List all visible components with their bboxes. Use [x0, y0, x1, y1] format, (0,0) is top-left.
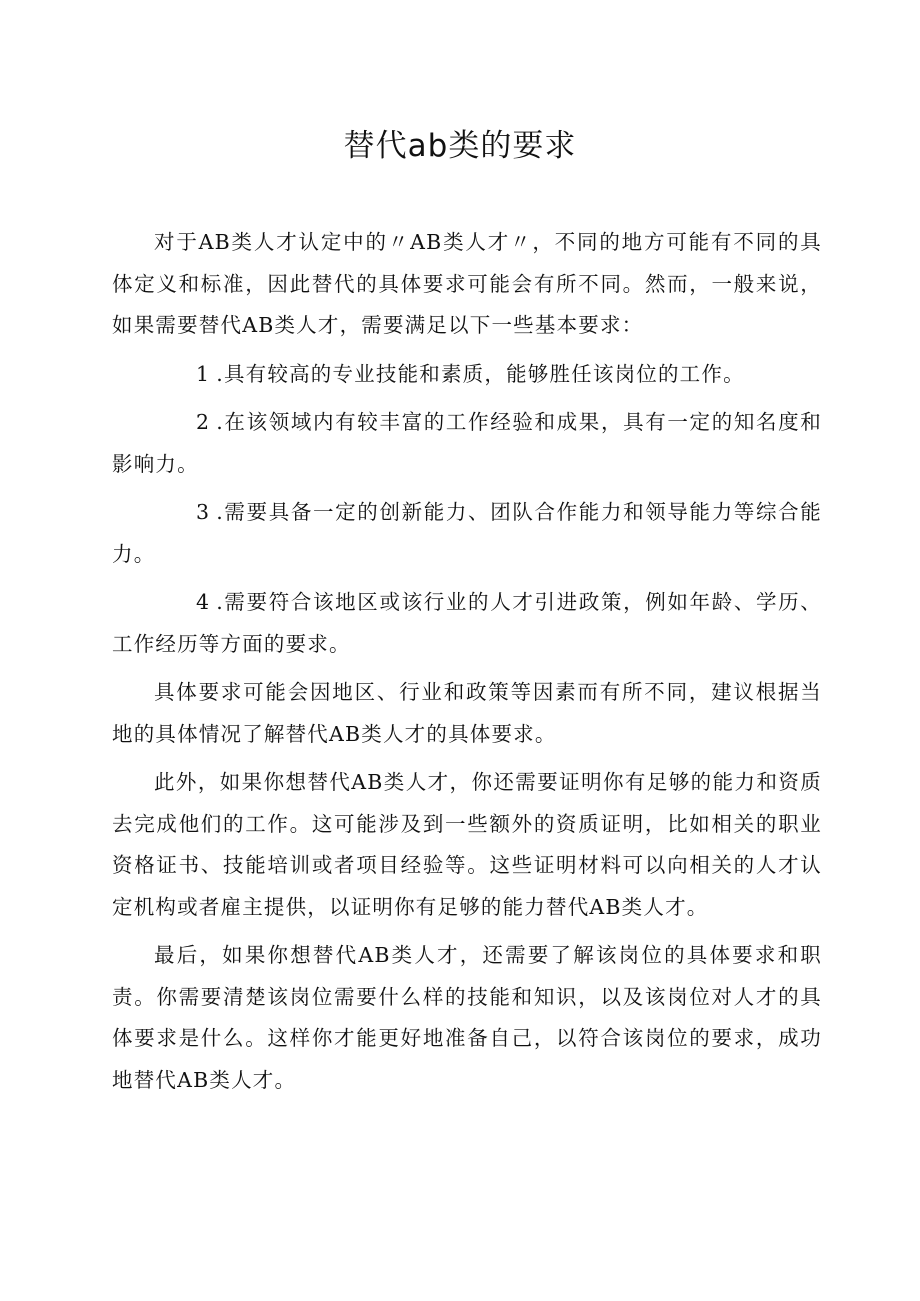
final-paragraph: 最后，如果你想替代AB类人才，还需要了解该岗位的具体要求和职责。你需要清楚该岗位需要什么样的技能和知识，以及该岗位对人才的具体要求是什么。这样你才能更好地准备自己，以符合该岗位的要求，成功地替代AB类人才。	[112, 943, 822, 1092]
requirement-item-1	[112, 354, 822, 396]
requirement-text: .需要符合该地区或该行业的人才引进政策，例如年龄、学历、工作经历等方面的要求。	[112, 590, 822, 656]
requirement-text: .需要具备一定的创新能力、团队合作能力和领导能力等综合能力。	[112, 500, 822, 566]
document-body	[112, 222, 822, 1108]
requirement-number: 4	[196, 590, 211, 614]
requirement-number: 1	[196, 361, 211, 386]
requirement-text: .具有较高的专业技能和素质，能够胜任该岗位的工作。	[216, 361, 745, 386]
requirement-text: .在该领域内有较丰富的工作经验和成果，具有一定的知名度和影响力。	[112, 410, 822, 476]
document-title: 替代ab类的要求	[343, 128, 577, 164]
specific-requirements-paragraph: 具体要求可能会因地区、行业和政策等因素而有所不同，建议根据当地的具体情况了解替代AB类人才的具体要求。	[112, 680, 822, 746]
requirement-item-3	[112, 492, 822, 575]
intro-paragraph: 对于AB类人才认定中的〃AB类人才〃，不同的地方可能有不同的具体定义和标准，因此替代的具体要求可能会有所不同。然而，一般来说，如果需要替代AB类人才，需要满足以下一些基本要求：	[112, 230, 822, 337]
additional-proof-paragraph: 此外，如果你想替代AB类人才，你还需要证明你有足够的能力和资质去完成他们的工作。这可能涉及到一些额外的资质证明，比如相关的职业资格证书、技能培训或者项目经验等。这些证明材料可以向相关的人才认定机构或者雇主提供，以证明你有足够的能力替代AB类人才。	[112, 770, 822, 919]
requirement-number: 3	[196, 500, 211, 524]
requirement-item-2	[112, 402, 822, 485]
requirement-item-4	[112, 582, 822, 665]
requirement-number: 2	[196, 410, 211, 434]
